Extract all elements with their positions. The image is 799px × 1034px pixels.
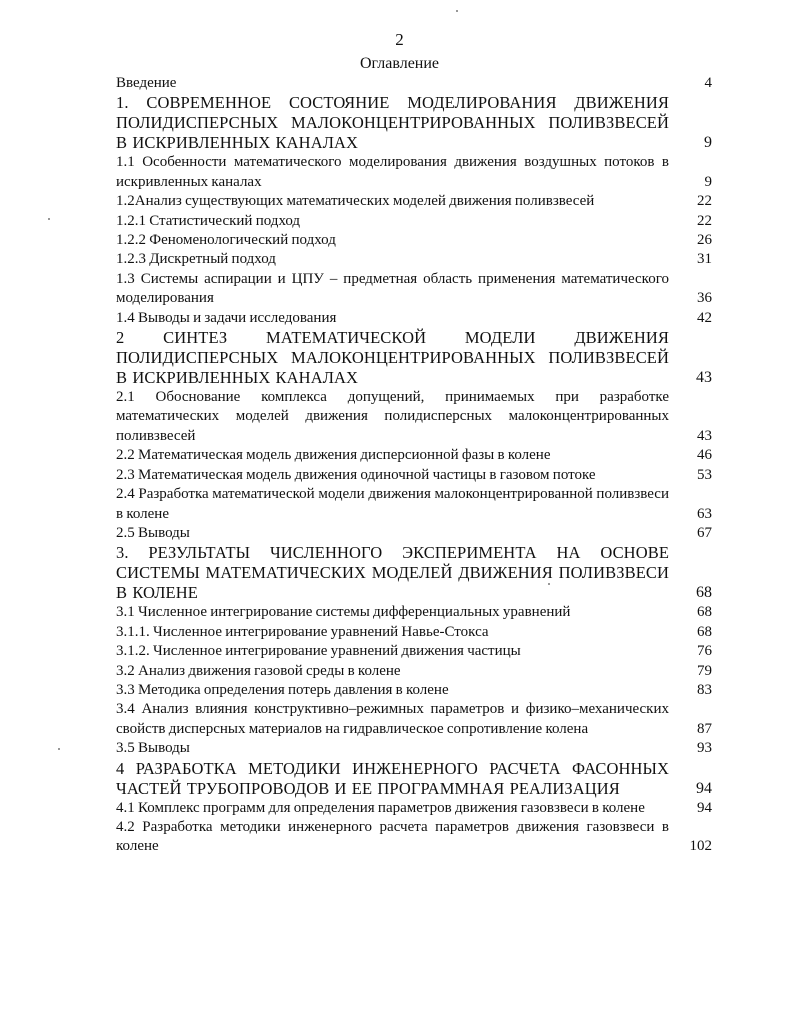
toc-entry-page: 94 bbox=[696, 779, 712, 797]
toc-entry bbox=[116, 662, 712, 681]
toc-entry bbox=[116, 623, 712, 642]
toc-entry-page: 83 bbox=[697, 681, 712, 698]
toc-entry-title: 3.1.2. Численное интегрирование уравнений движения частицы bbox=[116, 643, 521, 660]
toc-entry bbox=[116, 309, 712, 328]
toc-entry-title: 1.2Анализ существующих математических моделей движения поливзвесей bbox=[116, 193, 595, 210]
toc-entry-title: 3.1.1. Численное интегрирование уравнений Навье-Стокса bbox=[116, 623, 489, 640]
table-of-contents bbox=[116, 74, 712, 857]
toc-entry-page: 87 bbox=[697, 720, 712, 737]
toc-entry-title: 2.1 Обоснование комплекса допущений, принимаемых при разработке математических моделей движения полидисперсных малоконцентрированных поливзвесей bbox=[116, 389, 669, 444]
toc-entry bbox=[116, 270, 712, 309]
toc-entry bbox=[116, 739, 712, 758]
toc-chapter-entry bbox=[116, 328, 712, 388]
toc-entry-page: 22 bbox=[697, 193, 712, 210]
toc-entry-page: 79 bbox=[697, 662, 712, 679]
toc-entry-title: 4 РАЗРАБОТКА МЕТОДИКИ ИНЖЕНЕРНОГО РАСЧЕТА ФАСОННЫХ ЧАСТЕЙ ТРУБОПРОВОДОВ И ЕЕ ПРОГРАММНАЯ РЕАЛИЗАЦИЯ bbox=[116, 758, 669, 798]
toc-entry-title: 4.1 Комплекс программ для определения параметров движения газовзвеси в колене bbox=[116, 799, 645, 816]
toc-entry-page: 43 bbox=[696, 369, 712, 387]
toc-entry bbox=[116, 74, 712, 93]
toc-entry-page: 94 bbox=[697, 799, 712, 816]
toc-entry-page: 53 bbox=[697, 466, 712, 483]
toc-entry-page: 31 bbox=[697, 251, 712, 268]
toc-entry-page: 9 bbox=[704, 173, 712, 190]
toc-entry-title: 1.3 Системы аспирации и ЦПУ – предметная область применения математического моделирования bbox=[116, 270, 669, 307]
toc-entry-title: 3.1 Численное интегрирование системы дифференциальных уравнений bbox=[116, 604, 571, 621]
toc-entry bbox=[116, 466, 712, 485]
toc-entry bbox=[116, 250, 712, 269]
toc-entry-title: 1.2.3 Дискретный подход bbox=[116, 251, 276, 268]
toc-entry-page: 68 bbox=[697, 623, 712, 640]
toc-entry bbox=[116, 485, 712, 524]
toc-entry bbox=[116, 212, 712, 231]
scan-speck bbox=[456, 10, 458, 12]
toc-entry-title: 3.5 Выводы bbox=[116, 740, 190, 757]
toc-entry-title: 3.3 Методика определения потерь давления в колене bbox=[116, 681, 449, 698]
toc-entry bbox=[116, 231, 712, 250]
toc-chapter-entry bbox=[116, 759, 712, 799]
toc-entry-page: 36 bbox=[697, 290, 712, 307]
toc-entry-title: 1. СОВРЕМЕННОЕ СОСТОЯНИЕ МОДЕЛИРОВАНИЯ ДВИЖЕНИЯ ПОЛИДИСПЕРСНЫХ МАЛОКОНЦЕНТРИРОВАННЫХ ПОЛИВЗВЕСЕЙ В ИСКРИВЛЕННЫХ КАНАЛАХ bbox=[116, 93, 669, 153]
toc-entry-page: 93 bbox=[697, 740, 712, 757]
toc-entry-title: 1.4 Выводы и задачи исследования bbox=[116, 309, 337, 326]
toc-entry-page: 68 bbox=[696, 584, 712, 602]
toc-entry bbox=[116, 524, 712, 543]
toc-entry-title: 2.5 Выводы bbox=[116, 524, 190, 541]
scan-speck bbox=[58, 748, 60, 750]
toc-entry-title: 1.2.1 Статистический подход bbox=[116, 212, 301, 229]
toc-entry-page: 68 bbox=[697, 604, 712, 621]
toc-entry-title: 2.3 Математическая модель движения одиночной частицы в газовом потоке bbox=[116, 466, 596, 483]
toc-entry-title: 2.4 Разработка математической модели движения малоконцентрированной поливзвеси в колене bbox=[116, 486, 669, 522]
toc-entry-page: 102 bbox=[689, 838, 712, 855]
toc-entry-title: 1.2.2 Феноменологический подход bbox=[116, 232, 336, 249]
toc-entry bbox=[116, 700, 712, 739]
toc-entry-title: 2.2 Математическая модель движения дисперсионной фазы в колене bbox=[116, 447, 551, 464]
toc-entry bbox=[116, 153, 712, 192]
toc-entry-page: 4 bbox=[704, 75, 712, 91]
toc-entry-title: 1.1 Особенности математического моделирования движения воздушных потоков в искривленных каналах bbox=[116, 154, 669, 190]
toc-entry-page: 63 bbox=[697, 505, 712, 522]
scan-speck bbox=[548, 583, 550, 585]
toc-entry-title: Введение bbox=[116, 75, 177, 91]
toc-entry-page: 22 bbox=[697, 212, 712, 229]
page-number: 2 bbox=[395, 30, 404, 49]
toc-entry-title: 3.2 Анализ движения газовой среды в колене bbox=[116, 662, 401, 679]
toc-entry bbox=[116, 681, 712, 700]
toc-entry bbox=[116, 603, 712, 622]
toc-chapter-entry bbox=[116, 543, 712, 603]
toc-entry bbox=[116, 642, 712, 661]
toc-entry-page: 46 bbox=[697, 447, 712, 464]
toc-entry-page: 76 bbox=[697, 643, 712, 660]
toc-entry-page: 42 bbox=[697, 309, 712, 326]
toc-entry-title: 4.2 Разработка методики инженерного расчета параметров движения газовзвеси в колене bbox=[116, 818, 669, 855]
toc-entry-page: 43 bbox=[697, 427, 712, 444]
toc-chapter-entry bbox=[116, 93, 712, 153]
toc-entry-page: 26 bbox=[697, 232, 712, 249]
toc-entry-title: 3. РЕЗУЛЬТАТЫ ЧИСЛЕННОГО ЭКСПЕРИМЕНТА НА ОСНОВЕ СИСТЕМЫ МАТЕМАТИЧЕСКИХ МОДЕЛЕЙ ДВИЖЕНИЯ ПОЛИВЗВЕСИ В КОЛЕНЕ bbox=[116, 543, 669, 603]
scan-speck bbox=[48, 218, 50, 220]
toc-title: Оглавление bbox=[359, 55, 440, 72]
toc-entry bbox=[116, 388, 712, 446]
toc-entry bbox=[116, 446, 712, 465]
toc-entry-page: 67 bbox=[697, 524, 712, 541]
toc-entry-page: 9 bbox=[704, 134, 712, 152]
toc-entry-title: 3.4 Анализ влияния конструктивно–режимных параметров и физико–механических свойств дисперсных материалов на гидравлическое сопротивление колена bbox=[116, 701, 669, 737]
toc-entry bbox=[116, 799, 712, 818]
toc-entry-title: 2 СИНТЕЗ МАТЕМАТИЧЕСКОЙ МОДЕЛИ ДВИЖЕНИЯ ПОЛИДИСПЕРСНЫХ МАЛОКОНЦЕНТРИРОВАННЫХ ПОЛИВЗВЕСЕЙ В ИСКРИВЛЕННЫХ КАНАЛАХ bbox=[116, 328, 669, 388]
toc-entry bbox=[116, 818, 712, 857]
toc-entry bbox=[116, 192, 712, 211]
